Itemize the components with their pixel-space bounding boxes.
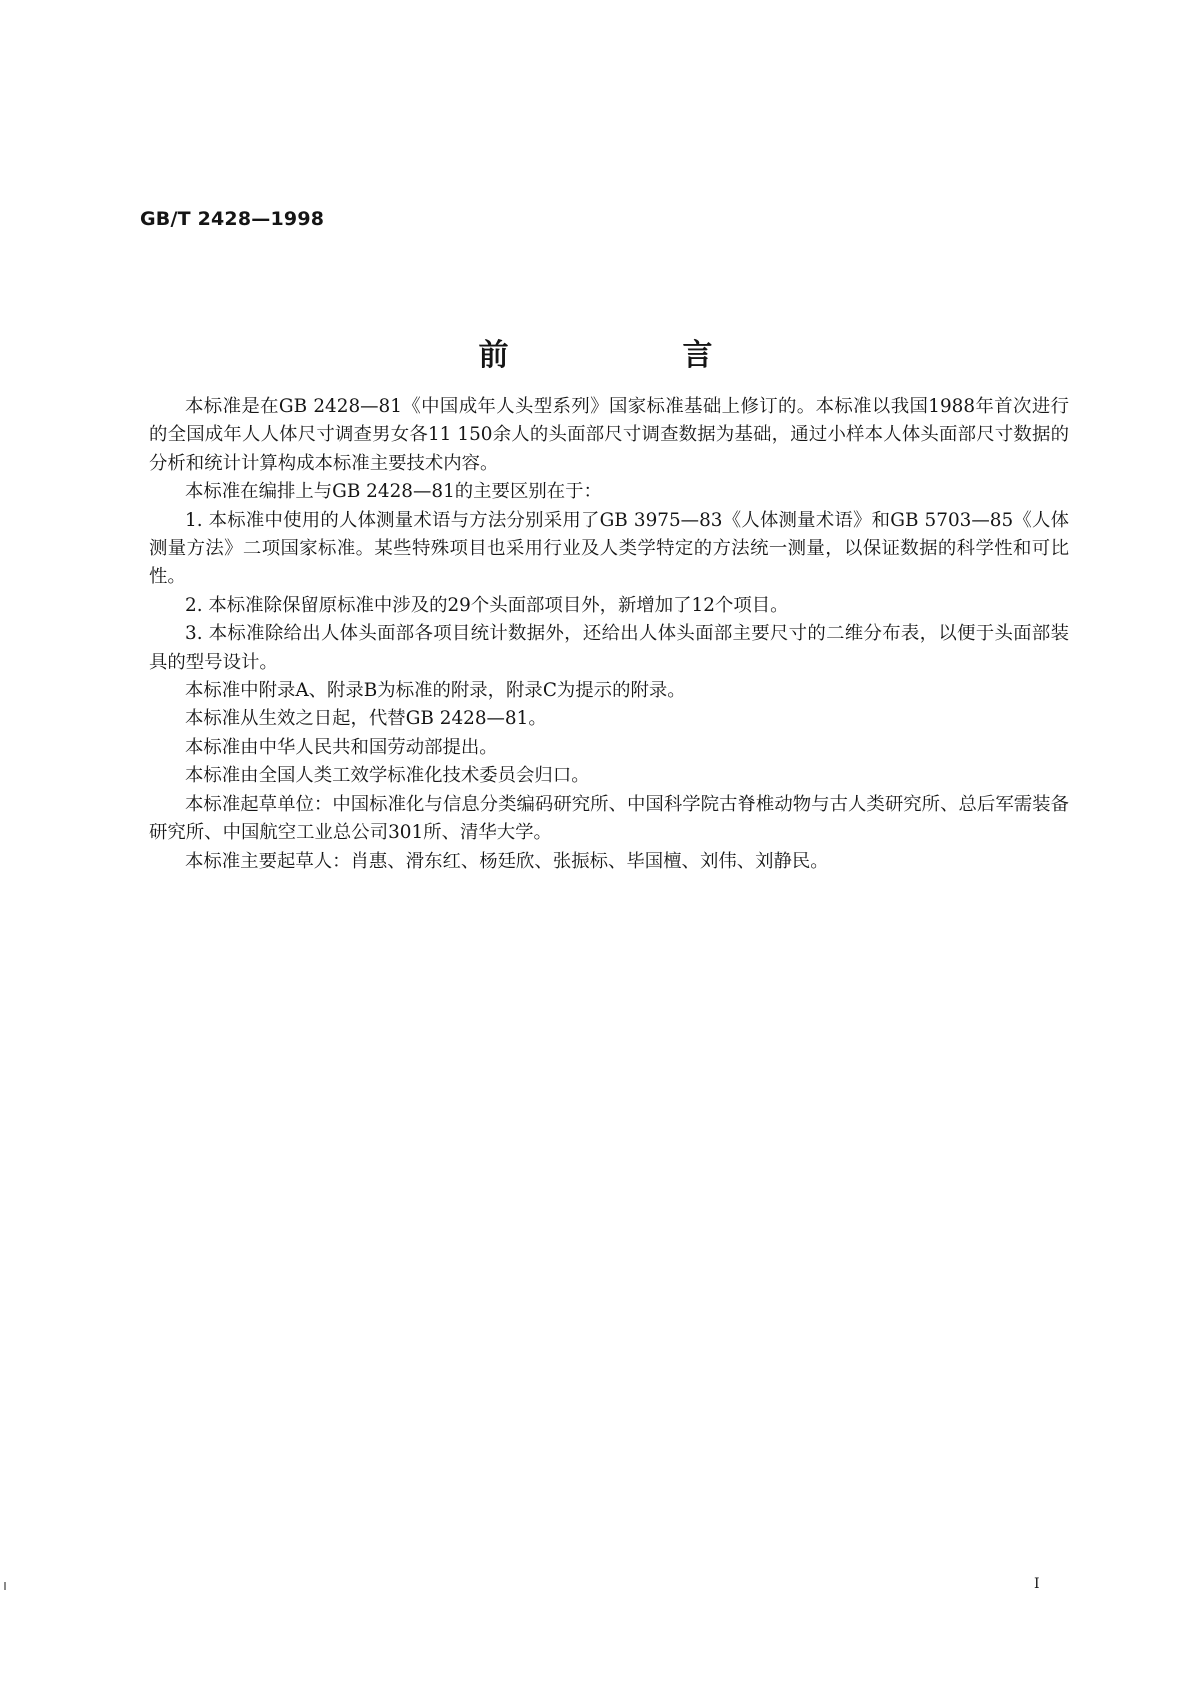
paragraph-basis: 本标准是在GB 2428—81《中国成年人头型系列》国家标准基础上修订的。本标准以我国1988年首次进行的全国成年人人体尺寸调查男女各11 150余人的头面部尺寸调查数据为基础，通过小样本人体头面部尺寸数据的分析和统计计算构成本标准主要技术内容。 bbox=[149, 396, 1069, 474]
page-number: I bbox=[1034, 1576, 1040, 1592]
paragraph-replacement: 本标准从生效之日起，代替GB 2428—81。 bbox=[185, 708, 547, 730]
paragraph-appendices: 本标准中附录A、附录B为标准的附录，附录C为提示的附录。 bbox=[185, 680, 686, 702]
paragraph-difference-3: 3. 本标准除给出人体头面部各项目统计数据外，还给出人体头面部主要尺寸的二维分布表，以便于头面部装具的型号设计。 bbox=[149, 623, 1069, 673]
paragraph-drafters: 本标准主要起草人：肖惠、滑东红、杨廷欣、张振标、毕国檀、刘伟、刘静民。 bbox=[185, 850, 829, 872]
paragraph-committee: 本标准由全国人类工效学标准化技术委员会归口。 bbox=[185, 765, 590, 787]
paragraph-differences-intro: 本标准在编排上与GB 2428—81的主要区别在于： bbox=[185, 481, 602, 503]
standard-code: GB/T 2428—1998 bbox=[140, 208, 325, 230]
paragraph-difference-2: 2. 本标准除保留原标准中涉及的29个头面部项目外，新增加了12个项目。 bbox=[185, 594, 789, 616]
foreword-body bbox=[149, 393, 1069, 876]
paragraph-drafting-units: 本标准起草单位：中国标准化与信息分类编码研究所、中国科学院古脊椎动物与古人类研究所、总后军需装备研究所、中国航空工业总公司301所、清华大学。 bbox=[149, 793, 1069, 844]
foreword-title: 前 言 bbox=[478, 338, 785, 373]
scan-mark bbox=[4, 1582, 6, 1590]
paragraph-difference-1: 1. 本标准中使用的人体测量术语与方法分别采用了GB 3975—83《人体测量术语》和GB 5703—85《人体测量方法》二项国家标准。某些特殊项目也采用行业及人类学特定的方法统一测量，以保证数据的科学性和可比性。 bbox=[149, 509, 1069, 588]
paragraph-proposer: 本标准由中华人民共和国劳动部提出。 bbox=[185, 736, 498, 758]
